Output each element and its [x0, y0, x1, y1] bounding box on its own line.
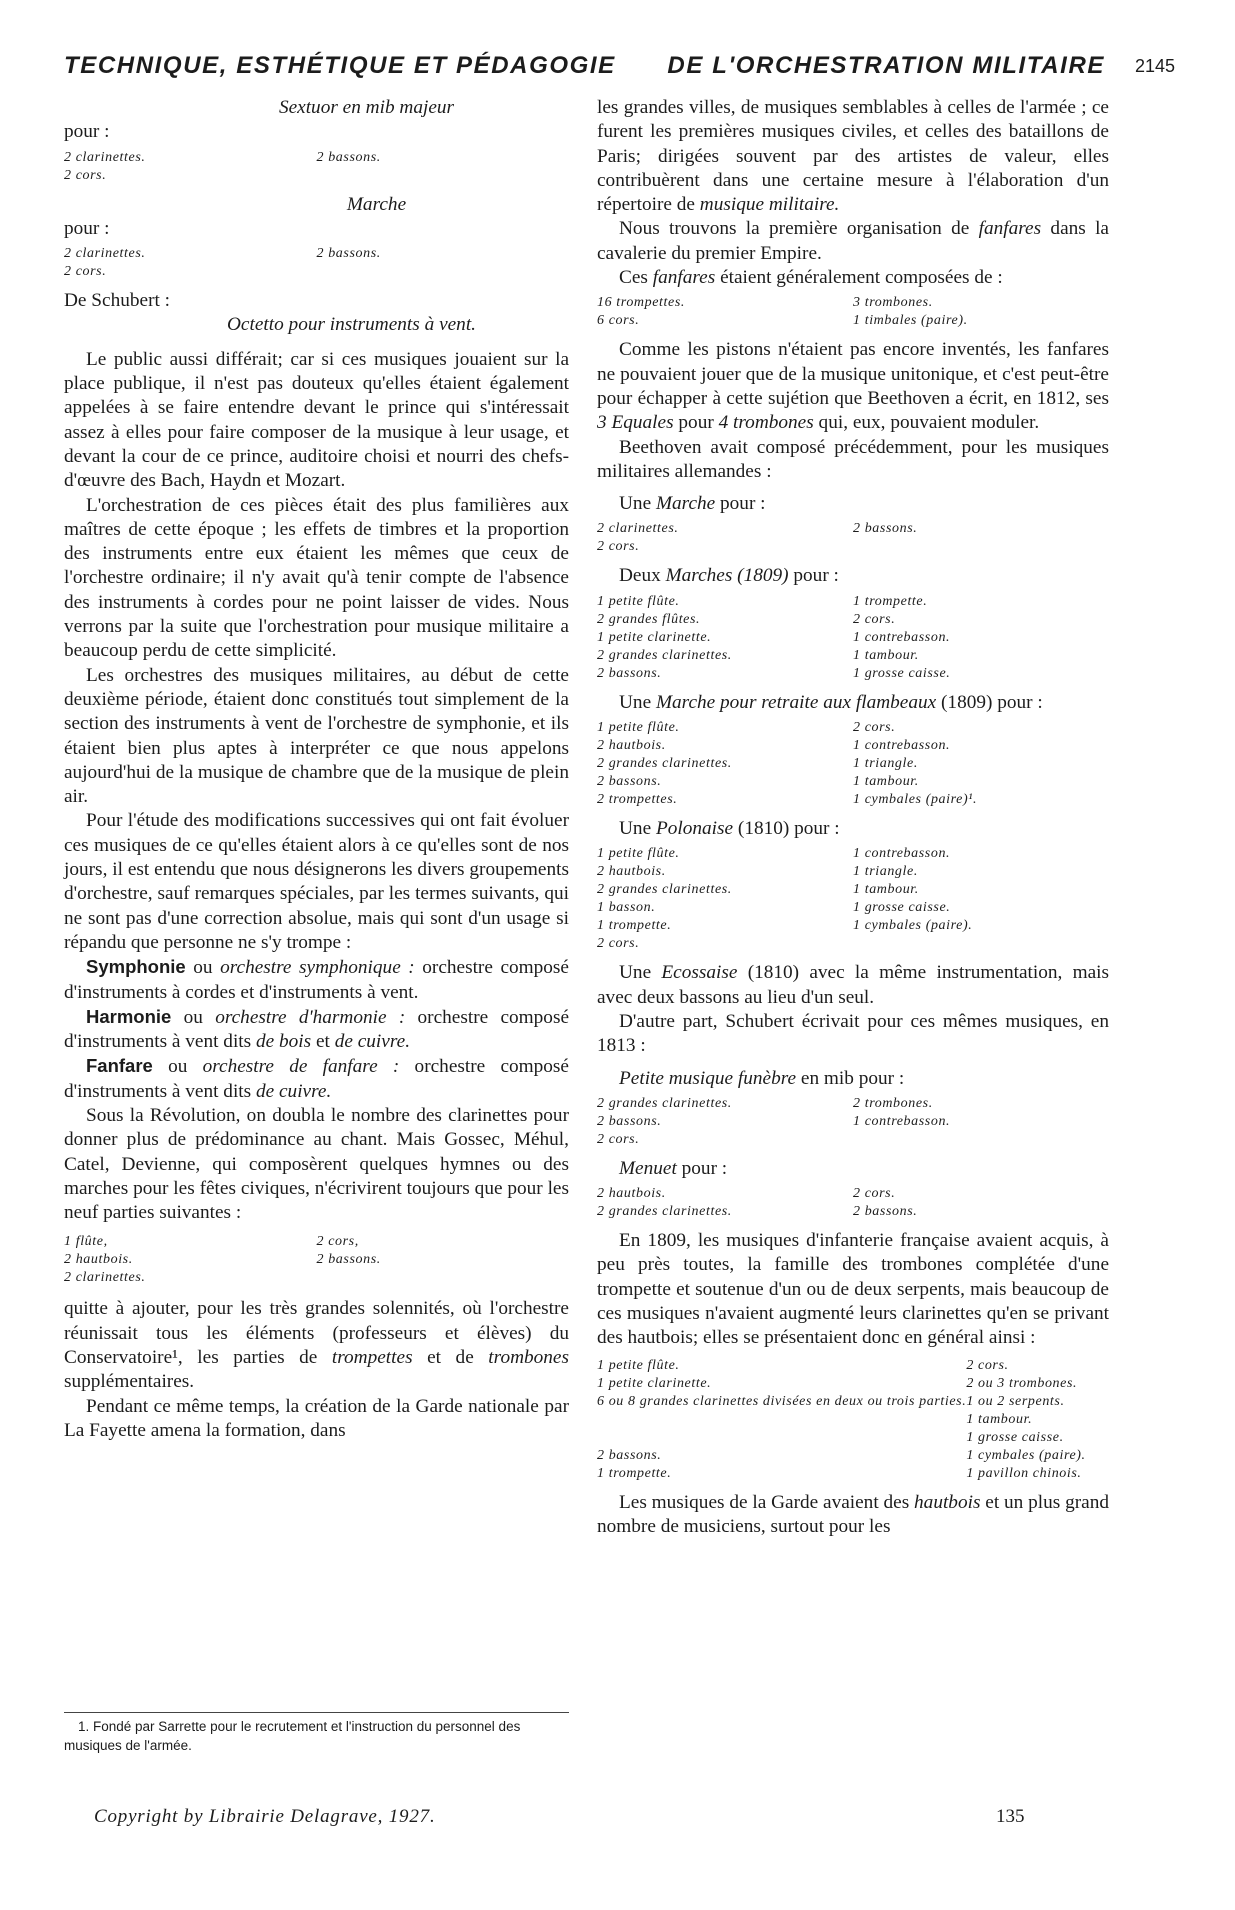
instrument-entry: 6 cors. [597, 313, 640, 329]
instrument-entry: 2 bassons. [316, 1252, 381, 1268]
octetto-title: Octetto pour instruments à vent. [226, 314, 477, 336]
instrument-entry [853, 1131, 1109, 1149]
paragraph: Les musiques de la Garde avaient des hautbois et un plus grand nombre de musiciens, surtout pour les [597, 1491, 1109, 1537]
instrument-entry: 1 cymbales (paire)¹. [853, 792, 978, 808]
instrument-list [64, 245, 569, 281]
instrument-entry: 1 contrebasson. [853, 846, 951, 862]
left-column [64, 96, 569, 1443]
instrument-entry: 2 clarinettes. [597, 521, 679, 537]
header-page-number: 2145 [1134, 56, 1175, 76]
paragraph: Le public aussi différait; car si ces musiques jouaient sur la place publique, il n'est pas douteux qu'elles étaient également appelées à se faire entendre devant le prince qui s'intéressait assez à elles pour faire composer de la musique à leur usage, et devant la cour de ce prince, auditoire choisi et nourri des chefs-d'œuvre des Bach, Haydn et Mozart. [64, 348, 569, 492]
pour-label: pour : [64, 121, 110, 143]
instrument-entry: 2 bassons. [853, 521, 918, 537]
instrument-entry [317, 1269, 570, 1287]
instrument-entry: 1 trompette. [853, 593, 928, 609]
instrument-entry: 1 trompette. [597, 1465, 672, 1481]
instrument-entry: 1 tambour. [853, 882, 919, 898]
instrument-entry: 2 bassons. [597, 1447, 662, 1463]
work-title: Petite musique funèbre en mib pour : [619, 1067, 905, 1089]
instrument-entry: 2 cors. [853, 720, 896, 736]
instrument-entry: 2 cors. [853, 611, 896, 627]
instrument-list [64, 1233, 569, 1287]
instrument-entry: 2 hautbois. [597, 738, 666, 754]
definition-fanfare: Fanfare ou orchestre de fanfare : orchestre composé d'instruments à vent dits de cuivre. [64, 1055, 569, 1102]
de-schubert: De Schubert : [64, 290, 171, 312]
instrument-entry: 2 cors. [64, 264, 107, 280]
instrument-entry: 2 hautbois. [597, 1186, 666, 1202]
instrument-entry: 2 trompettes. [597, 792, 678, 808]
instrument-entry: 2 bassons. [316, 246, 381, 262]
paragraph: les grandes villes, de musiques semblables à celles de l'armée ; ce furent les premières musiques civiles, et celles des bataillons de Paris; dirigées souvent par des artistes de valeur, elles contribuèrent dans une certaine mesure à l'élaboration d'un répertoire de musique militaire. [597, 97, 1109, 216]
instrument-entry: 1 petite flûte. [597, 846, 680, 862]
instrument-entry: 1 petite clarinette. [597, 1375, 712, 1391]
paragraph: Sous la Révolution, on doubla le nombre des clarinettes pour donner plus de prédominance au chant. Mais Gossec, Méhul, Catel, Devienne, qui composèrent quelques hymnes ou des marches pour les fêtes civiques, n'écrivirent toujours que pour les neuf parties suivantes : [64, 1104, 569, 1224]
instrument-list [597, 719, 1109, 809]
instrument-list [64, 149, 569, 185]
instrument-list [597, 520, 1109, 556]
instrument-entry [317, 167, 570, 185]
instrument-list [597, 1357, 1109, 1483]
work-title: Une Polonaise (1810) pour : [619, 818, 840, 840]
paragraph: quitte à ajouter, pour les très grandes solennités, où l'orchestre réunissait tous les éléments (professeurs et élèves) du Conservatoire¹, les parties de trompettes et de trombones supplémentaires. [64, 1298, 569, 1393]
instrument-entry: 2 trombones. [853, 1095, 933, 1111]
definition-harmonie: Harmonie ou orchestre d'harmonie : orchestre composé d'instruments à vent dits de bois et de cuivre. [64, 1005, 570, 1053]
instrument-entry: 2 bassons. [597, 774, 662, 790]
instrument-entry [597, 1411, 966, 1429]
paragraph: D'autre part, Schubert écrivait pour ces mêmes musiques, en 1813 : [597, 1010, 1109, 1057]
page-number: 135 [996, 1806, 1025, 1827]
instrument-entry: 2 grandes clarinettes. [597, 1095, 732, 1111]
instrument-entry: 2 grandes clarinettes. [597, 647, 732, 663]
marche-title: Marche [346, 193, 407, 215]
instrument-entry: 2 bassons. [316, 149, 381, 165]
instrument-entry: 2 grandes flûtes. [597, 611, 701, 627]
instrument-entry: 1 contrebasson. [853, 629, 951, 645]
paragraph: L'orchestration de ces pièces était des plus familières aux maîtres de cette époque ; les effets de timbres et la proportion des instruments entre eux étaient les mêmes que ceux de l'orchestre ordinaire; il n'y avait qu'à tenir compte de l'absence des instruments à cordes pour ne point laisser de vides. Nous verrons par la suite que l'orchestration pour musique militaire a beaucoup perdu de cette simplicité. [64, 494, 569, 662]
instrument-entry [853, 935, 1109, 953]
paragraph: En 1809, les musiques d'infanterie française avaient acquis, à peu près toutes, la famille des trombones complétée d'une trompette et soutenue d'un ou de deux serpents, mais beaucoup de ces musiques n'avaient augmenté leurs clarinettes qu'en se privant des hautbois; elles se présentaient donc en général ainsi : [597, 1230, 1109, 1349]
paragraph: Comme les pistons n'étaient pas encore inventés, les fanfares ne pouvaient jouer que de la musique unitonique, et c'est peut-être pour échapper à cette sujétion que Beethoven a écrit, en 1812, ses 3 Equales pour 4 trombones qui, eux, pouvaient moduler. [597, 339, 1109, 434]
instrument-entry: 1 tambour. [853, 647, 919, 663]
instrument-entry: 2 bassons. [597, 665, 662, 681]
work-title: Une Marche pour : [619, 493, 766, 515]
instrument-entry: 1 timbales (paire). [853, 313, 968, 329]
instrument-entry: 16 trompettes. [597, 295, 685, 311]
instrument-entry: 2 cors. [597, 539, 640, 555]
work-title: Une Marche pour retraite aux flambeaux (1809) pour : [619, 691, 1043, 713]
instrument-entry: 2 cors. [597, 1131, 640, 1147]
paragraph: Les orchestres des musiques militaires, au début de cette deuxième période, étaient donc constitués tout simplement de la section des instruments à vent de l'orchestre de symphonie, et ils étaient bien plus aptes à interpréter ce que nous appelons aujourd'hui de la musique de chambre que de la musique de plein air. [64, 664, 569, 808]
instrument-entry: 1 cymbales (paire). [853, 918, 973, 934]
instrument-entry: 1 grosse caisse. [853, 665, 951, 681]
instrument-entry: 1 ou 2 serpents. [966, 1393, 1065, 1409]
instrument-entry [597, 1429, 966, 1447]
instrument-entry: 2 cors. [64, 167, 107, 183]
instrument-list [597, 1095, 1109, 1149]
instrument-entry: 2 cors. [966, 1357, 1009, 1373]
instrument-list [597, 294, 1109, 330]
paragraph: Pendant ce même temps, la création de la Garde nationale par La Fayette amena la formation, dans [64, 1395, 569, 1441]
instrument-entry: 2 grandes clarinettes. [597, 1204, 732, 1220]
header-left: TECHNIQUE, ESTHÉTIQUE ET PÉDAGOGIE [64, 52, 616, 79]
instrument-entry: 2 clarinettes. [64, 246, 146, 262]
instrument-list [597, 593, 1109, 683]
instrument-entry [853, 538, 1109, 556]
instrument-entry: 1 trompette. [597, 918, 672, 934]
instrument-list [597, 1185, 1109, 1221]
instrument-entry: 2 bassons. [853, 1204, 918, 1220]
right-column [597, 96, 1109, 1539]
instrument-entry: 1 contrebasson. [853, 738, 951, 754]
copyright: Copyright by Librairie Delagrave, 1927. [94, 1806, 436, 1827]
instrument-entry: 1 triangle. [853, 864, 918, 880]
instrument-entry: 1 triangle. [853, 756, 918, 772]
instrument-entry: 2 clarinettes. [64, 1270, 146, 1286]
paragraph: Une Ecossaise (1810) avec la même instrumentation, mais avec deux bassons au lieu d'un seul. [597, 962, 1109, 1008]
instrument-entry: 2 cors. [853, 1186, 896, 1202]
instrument-entry: 1 flûte, [64, 1234, 108, 1250]
running-header [64, 52, 1175, 86]
instrument-entry: 2 grandes clarinettes. [597, 756, 732, 772]
sextuor-title: Sextuor en mib majeur [278, 97, 455, 118]
instrument-entry: 1 grosse caisse. [853, 900, 951, 916]
instrument-entry: 2 clarinettes. [64, 149, 146, 165]
footnote: 1. Fondé par Sarrette pour le recrutement et l'instruction du personnel des musiques de l'armée. [64, 1712, 569, 1755]
instrument-entry: 1 petite flûte. [597, 593, 680, 609]
instrument-entry [317, 263, 570, 281]
instrument-entry: 2 ou 3 trombones. [966, 1375, 1078, 1391]
instrument-entry: 3 trombones. [853, 295, 933, 311]
instrument-entry: 1 petite flûte. [597, 1357, 680, 1373]
definition-symphonie: Symphonie ou orchestre symphonique : orchestre composé d'instruments à cordes et d'instruments à vent. [64, 956, 569, 1003]
instrument-entry: 1 cymbales (paire). [966, 1447, 1086, 1463]
instrument-entry: 1 tambour. [853, 774, 919, 790]
instrument-entry: 2 cors, [316, 1234, 359, 1250]
instrument-entry: 2 cors. [597, 936, 640, 952]
instrument-list [597, 845, 1109, 953]
paragraph: Beethoven avait composé précédemment, pour les musiques militaires allemandes : [597, 436, 1109, 482]
instrument-entry: 1 basson. [597, 900, 656, 916]
instrument-entry: 1 tambour. [966, 1411, 1033, 1427]
pour-label: pour : [64, 217, 110, 239]
paragraph: Pour l'étude des modifications successives qui ont fait évoluer ces musiques de ce qu'elles étaient alors à ce qu'elles sont de nos jours, il est entendu que nous désignerons les divers groupements d'orchestre, sauf remarques spéciales, par les termes suivants, qui ne sont pas d'une correction absolue, mais qui sont d'un usage si répandu que personne ne s'y trompe : [64, 810, 569, 953]
instrument-entry: 1 petite flûte. [597, 720, 680, 736]
instrument-entry: 2 hautbois. [64, 1252, 133, 1268]
instrument-entry: 2 grandes clarinettes. [597, 882, 732, 898]
instrument-entry: 1 pavillon chinois. [966, 1465, 1082, 1481]
work-title: Deux Marches (1809) pour : [619, 565, 839, 587]
header-right: DE L'ORCHESTRATION MILITAIRE [667, 52, 1105, 79]
instrument-entry: 1 grosse caisse. [966, 1429, 1064, 1445]
instrument-entry: 2 bassons. [597, 1113, 662, 1129]
paragraph: Nous trouvons la première organisation de fanfares dans la cavalerie du premier Empire. [597, 218, 1109, 264]
paragraph: Ces fanfares étaient généralement composées de : [619, 267, 1003, 289]
instrument-entry: 1 petite clarinette. [597, 629, 712, 645]
instrument-entry: 1 contrebasson. [853, 1113, 951, 1129]
instrument-entry: 6 ou 8 grandes clarinettes divisées en deux ou trois parties. [597, 1393, 967, 1409]
instrument-entry: 2 hautbois. [597, 864, 666, 880]
work-title: Menuet pour : [619, 1157, 728, 1179]
